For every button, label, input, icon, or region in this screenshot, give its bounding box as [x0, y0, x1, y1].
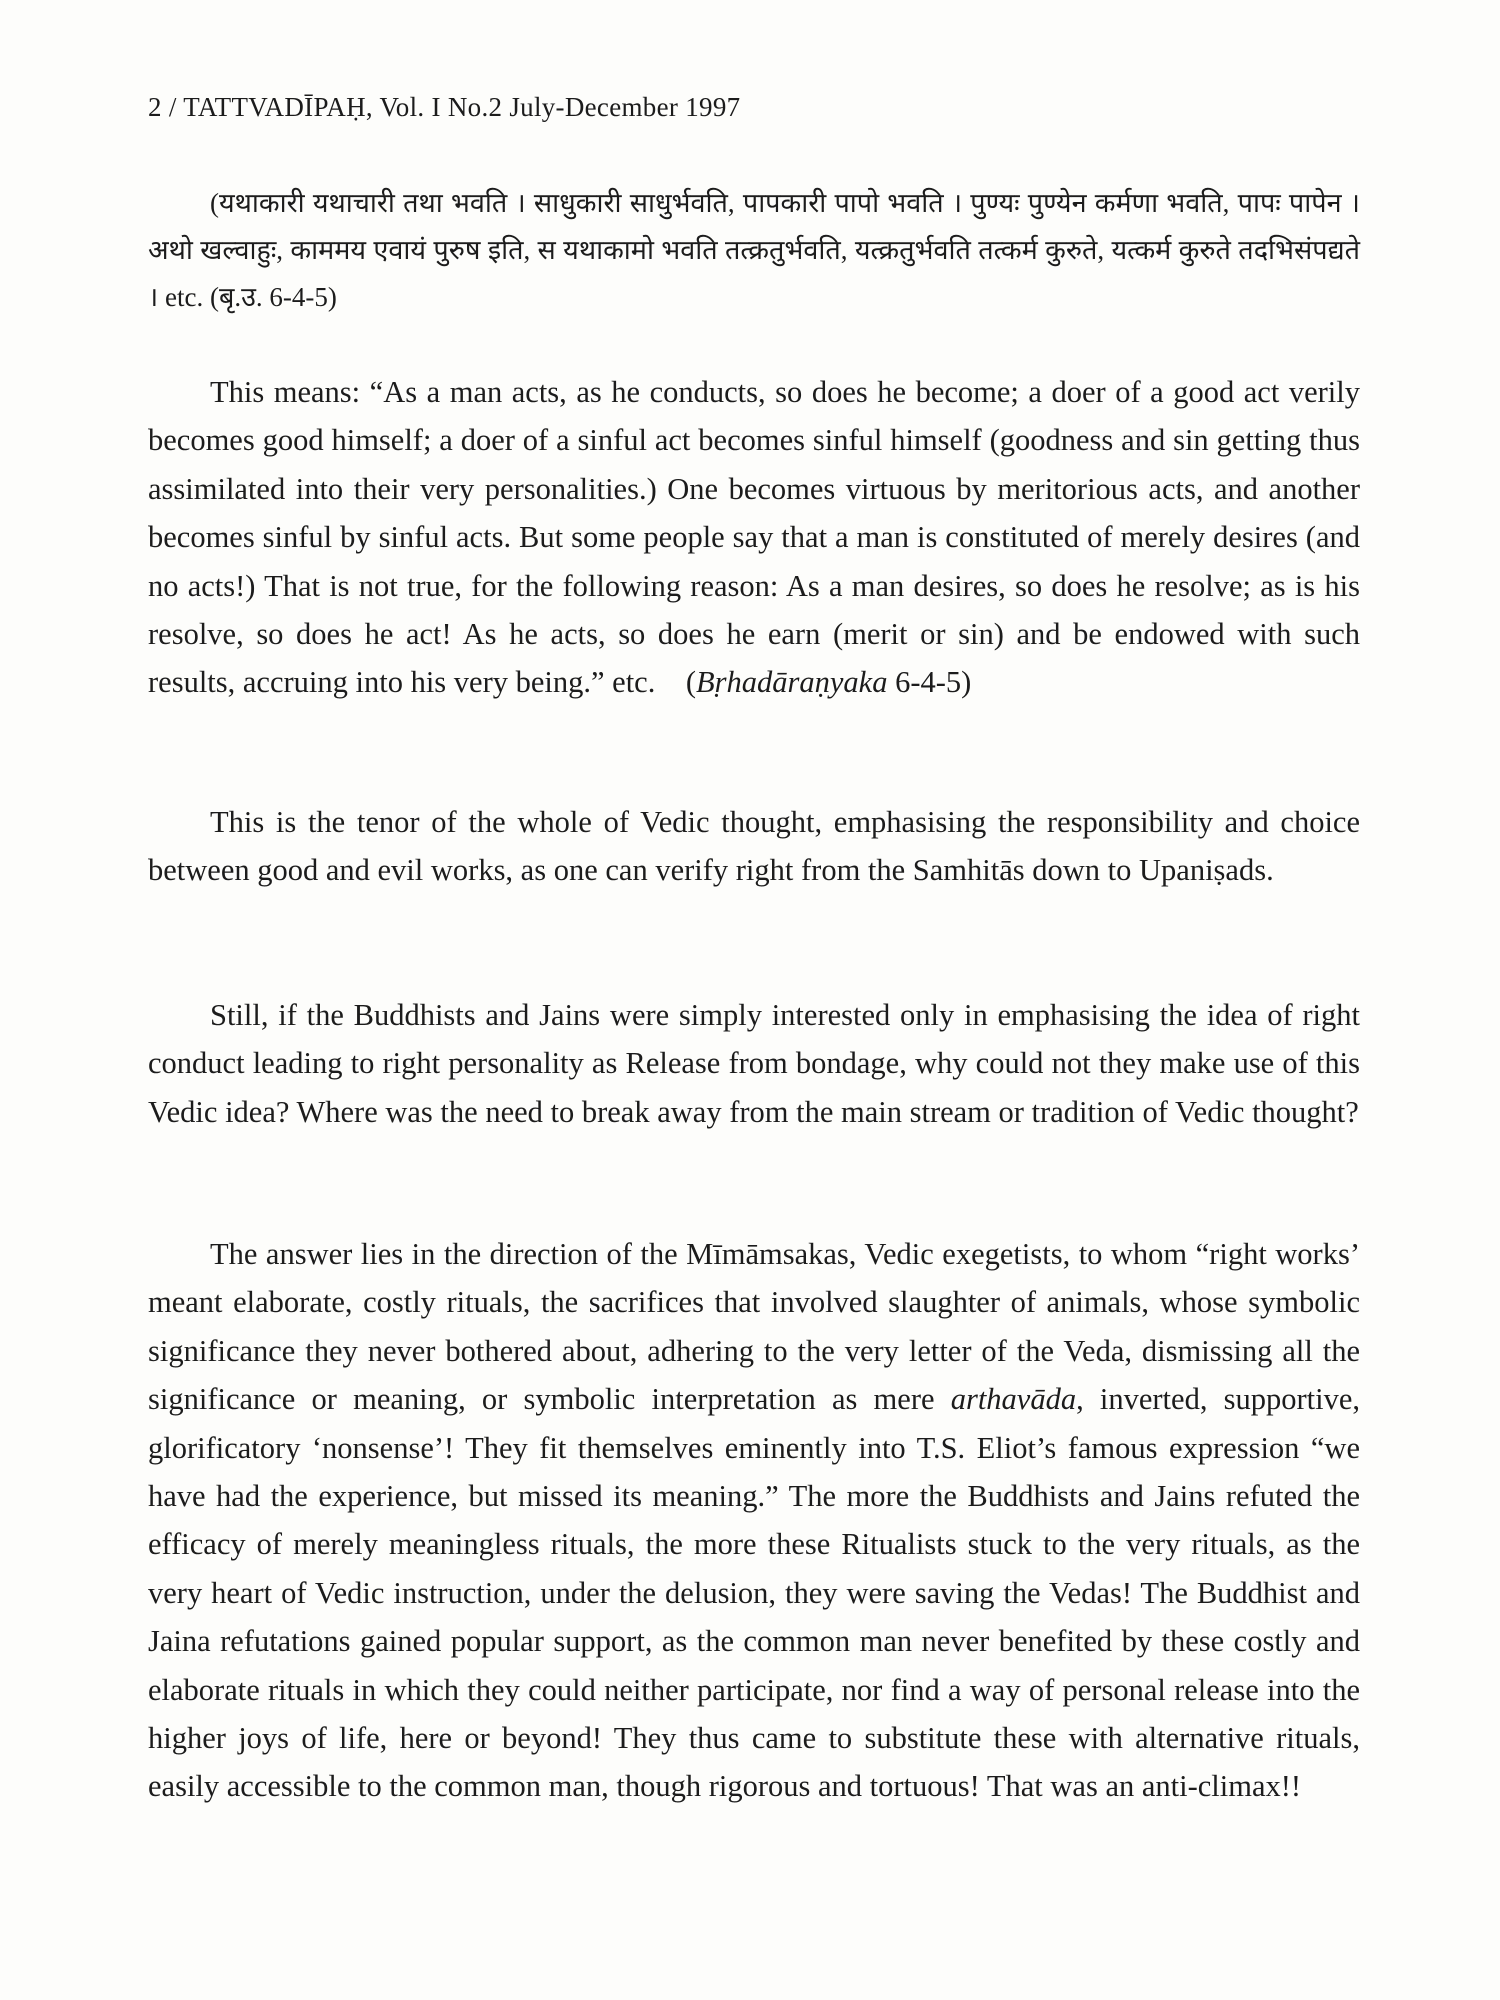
sanskrit-quote: (यथाकारी यथाचारी तथा भवति । साधुकारी साधुर्भवति, पापकारी पापो भवति । पुण्यः पुण्येन कर्मणा भवति, पापः पापेन । अथो खल्वाहुः, काममय एवायं पुरुष इति, स यथाकामो भवति तत्क्रतुर्भवति, यत्क्रतुर्भवति तत्कर्म कुरुते, यत्कर्म कुरुते तदभिसंपद्यते । etc. (बृ.उ. 6-4-5)	[148, 188, 1360, 312]
paragraph-buddhists-jains: Still, if the Buddhists and Jains were simply interested only in emphasising the idea of right conduct leading to right personality as Release from bondage, why could not they make use of this Vedic idea? Where was the need to break away from the main stream or tradition of Vedic thought?	[148, 998, 1360, 1129]
paragraph-translation	[148, 368, 1360, 707]
p4-term: arthavāda	[950, 1382, 1077, 1417]
citation-source: Bṛhadāraṇyaka	[696, 665, 888, 700]
paragraph-mimamsakas	[148, 1230, 1360, 1811]
running-head: 2 / TATTVADĪPAḤ, Vol. I No.2 July-December 1997	[148, 92, 741, 122]
paragraph-vedic-thought: This is the tenor of the whole of Vedic thought, emphasising the responsibility and choice between good and evil works, as one can verify right from the Samhitās down to Upaniṣads.	[148, 805, 1360, 888]
p4-text-a: The answer lies in the direction of the Mīmāmsakas, Vedic exegetists, to whom “right works’ meant elaborate, costly rituals, the sacrifices that involved slaughter of animals, whose symbolic significance they never bothered about, adhering to the very letter of the Veda, dismissing all the significance or meaning, or symbolic interpretation as mere	[148, 1237, 1360, 1417]
citation-ref: 6-4-5)	[895, 665, 972, 700]
p4-text-b: , inverted, supportive, glorificatory ‘nonsense’! They fit themselves eminently into T.S. Eliot’s famous expression “we have had the experience, but missed its meaning.” The more the Buddhists and Jains refuted the efficacy of merely meaningless rituals, the more these Ritualists stuck to the very rituals, as the very heart of Vedic instruction, under the delusion, they were saving the Vedas! The Buddhist and Jaina refutations gained popular support, as the common man never benefited by these costly and elaborate rituals in which they could neither participate, nor find a way of personal release into the higher joys of life, here or beyond! They thus came to substitute these with alternative rituals, easily accessible to the common man, though rigorous and tortuous! That was an anti-climax!!	[148, 1382, 1361, 1804]
citation-open: (	[685, 665, 697, 700]
translation-text: This means: “As a man acts, as he conducts, so does he become; a doer of a good act verily becomes good himself; a doer of a sinful act becomes sinful himself (goodness and sin getting thus assimilated into their very personalities.) One becomes virtuous by meritorious acts, and another becomes sinful by sinful acts. But some people say that a man is constituted of merely desires (and no acts!) That is not true, for the following reason: As a man desires, so does he resolve; as is his resolve, so does he act! As he acts, so does he earn (merit or sin) and be endowed with such results, accruing into his very being.” etc.	[148, 375, 1360, 700]
